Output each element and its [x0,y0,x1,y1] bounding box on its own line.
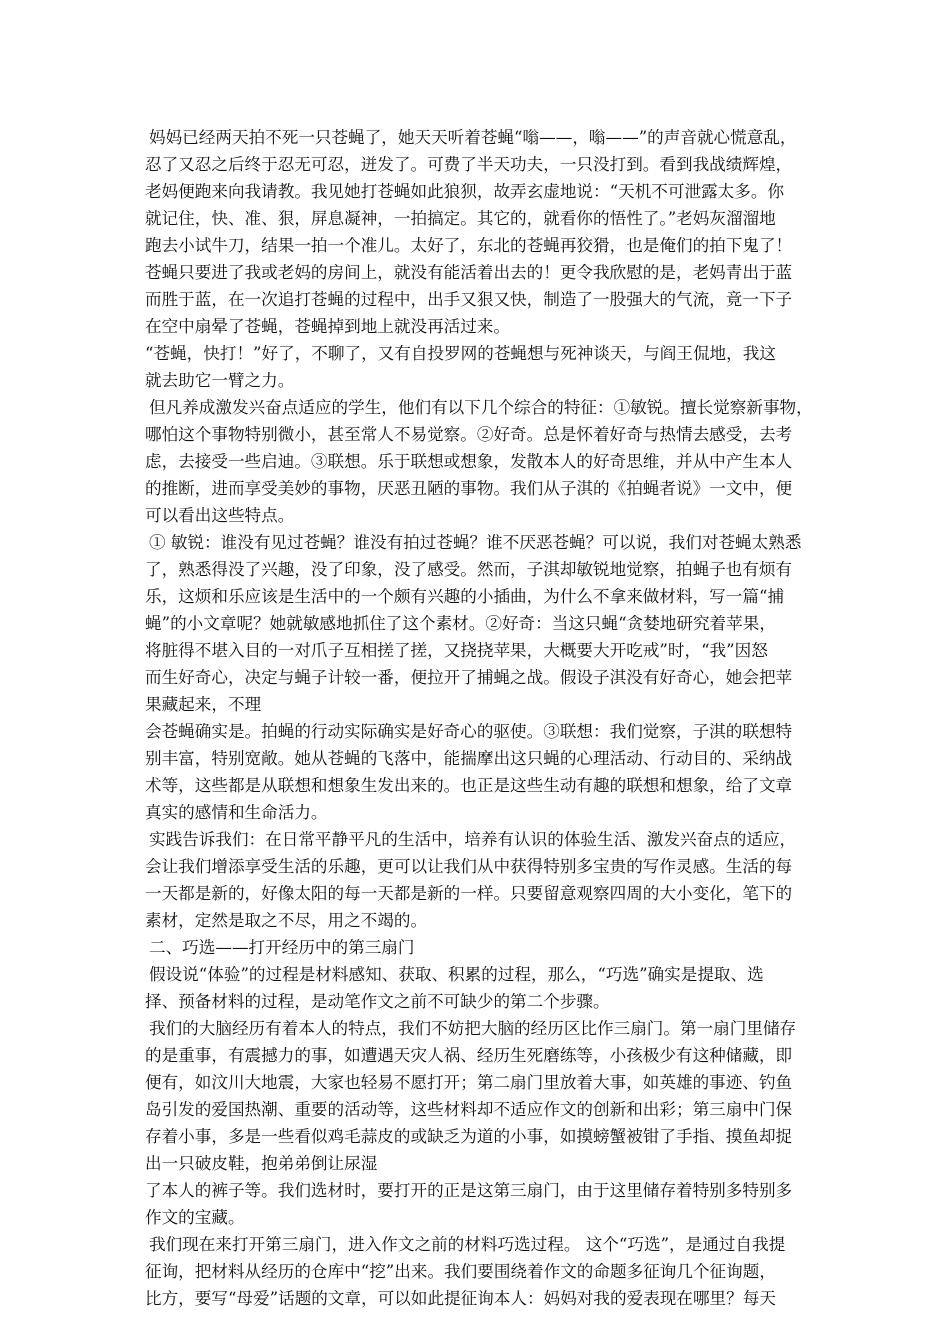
text-line: 苍蝇只要进了我或老妈的房间上，就没有能活着出去的！更令我欣慰的是，老妈青出于蓝 [145,263,793,282]
text-line: 而生好奇心，决定与蝇子计较一番，便拉开了捕蝇之战。假设子淇没有好奇心，她会把苹 [145,668,793,687]
text-line: 在空中扇晕了苍蝇，苍蝇掉到地上就没再活过来。 [145,317,511,336]
text-line: 老妈便跑来向我请教。我见她打苍蝇如此狼狈，故弄玄虚地说：“天机不可泄露太多。你 [145,182,785,201]
text-line: 术等，这些都是从联想和想象生发出来的。也正是这些生动有趣的联想和想象，给了文章 [145,776,793,795]
text-line: 择、预备材料的过程，是动笔作文之前不可缺少的第二个步骤。 [145,992,610,1011]
text-line: 我们现在来打开第三扇门，进入作文之前的材料巧选过程。 这个“巧选”，是通过自我提 [149,1235,786,1254]
text-line: 哪怕这个事物特别微小，甚至常人不易觉察。②好奇。总是怀着好奇与热情去感受，去考 [145,425,793,444]
text-line: 蝇”的小文章呢？她就敏感地抓住了这个素材。②好奇：当这只蝇“贪婪地研究着苹果， [145,614,776,633]
text-line: 会让我们增添享受生活的乐趣，更可以让我们从中获得特别多宝贵的写作灵感。生活的每 [145,857,793,876]
text-line: 可以看出这些特点。 [145,506,295,525]
text-line: 别丰富，特别宽敞。她从苍蝇的飞落中，能揣摩出这只蝇的心理活动、行动目的、采纳战 [145,749,793,768]
document-body [145,124,813,1312]
text-line: 跑去小试牛刀，结果一拍一个准儿。太好了，东北的苍蝇再狡猾，也是俺们的拍下鬼了！ [145,236,793,255]
text-line: 二、巧选——打开经历中的第三扇门 [149,938,415,957]
text-line: 素材，定然是取之不尽，用之不竭的。 [145,911,428,930]
text-line: 妈妈已经两天拍不死一只苍蝇了，她天天听着苍蝇“嗡——，嗡——”的声音就心慌意乱， [149,128,797,147]
text-line: “苍蝇，快打！”好了，不聊了，又有自投罗网的苍蝇想与死神谈天，与阎王侃地，我这 [145,344,776,363]
text-line: 存着小事，多是一些看似鸡毛蒜皮的或缺乏为道的小事，如摸螃蟹被钳了手指、摸鱼却捉 [145,1127,793,1146]
text-line: 实践告诉我们：在日常平静平凡的生活中，培养有认识的体验生活、激发兴奋点的适应， [149,830,797,849]
text-line: 出一只破皮鞋，抱弟弟倒让尿湿 [145,1154,378,1173]
text-line: 虑，去接受一些启迪。③联想。乐于联想或想象，发散本人的好奇思维，并从中产生本人 [145,452,793,471]
text-line: 我们的大脑经历有着本人的特点，我们不妨把大脑的经历区比作三扇门。第一扇门里储存 [149,1019,797,1038]
text-line: 就去助它一臂之力。 [145,371,295,390]
text-line: 会苍蝇确实是。拍蝇的行动实际确实是好奇心的驱使。③联想：我们觉察，子淇的联想特 [145,722,793,741]
text-line: 了本人的裤子等。我们选材时，要打开的正是这第三扇门，由于这里储存着特别多特别多 [145,1181,793,1200]
text-line: 征询，把材料从经历的仓库中“挖”出来。我们要围绕着作文的命题多征询几个征询题， [145,1262,776,1281]
text-line: 作文的宝藏。 [145,1208,245,1227]
text-line: 一天都是新的，好像太阳的每一天都是新的一样。只要留意观察四周的大小变化，笔下的 [145,884,793,903]
text-line: ① 敏锐：谁没有见过苍蝇？谁没有拍过苍蝇？谁不厌恶苍蝇？可以说，我们对苍蝇太熟悉 [149,533,802,552]
text-line: 岛引发的爱国热潮、重要的活动等，这些材料却不适应作文的创新和出彩；第三扇中门保 [145,1100,793,1119]
text-line: 而胜于蓝，在一次追打苍蝇的过程中，出手又狠又快，制造了一股强大的气流，竟一下子 [145,290,793,309]
text-line: 比方，要写“母爱”话题的文章，可以如此提征询本人：妈妈对我的爱表现在哪里？每天 [145,1289,776,1308]
text-line: 便有，如汶川大地震，大家也轻易不愿打开；第二扇门里放着大事，如英雄的事迹、钓鱼 [145,1073,793,1092]
text-line: 的是重事，有震撼力的事，如遭遇天灾人祸、经历生死磨练等，小孩极少有这种储藏，即 [145,1046,793,1065]
text-line: 就记住，快、准、狠，屏息凝神，一拍搞定。其它的，就看你的悟性了。”老妈灰溜溜地 [145,209,776,228]
text-line: 但凡养成激发兴奋点适应的学生，他们有以下几个综合的特征：①敏锐。擅长觉察新事物， [149,398,813,417]
text-line: 果藏起来，不理 [145,695,262,714]
text-line: 忍了又忍之后终于忍无可忍，迸发了。可费了半天功夫，一只没打到。看到我战绩辉煌， [145,155,793,174]
text-line: 将脏得不堪入目的一对爪子互相搓了搓，又挠挠苹果，大概要大开吃戒”时，“我”因怒 [145,641,768,660]
text-line: 假设说“体验”的过程是材料感知、获取、积累的过程，那么，“巧选”确实是提取、选 [149,965,764,984]
text-line: 的推断，进而享受美妙的事物，厌恶丑陋的事物。我们从子淇的《拍蝇者说》一文中，便 [145,479,793,498]
text-line: 真实的感情和生命活力。 [145,803,328,822]
text-line: 乐，这烦和乐应该是生活中的一个颇有兴趣的小插曲，为什么不拿来做材料，写一篇“捕 [145,587,785,606]
text-line: 了，熟悉得没了兴趣，没了印象，没了感受。然而，子淇却敏锐地觉察，拍蝇子也有烦有 [145,560,793,579]
